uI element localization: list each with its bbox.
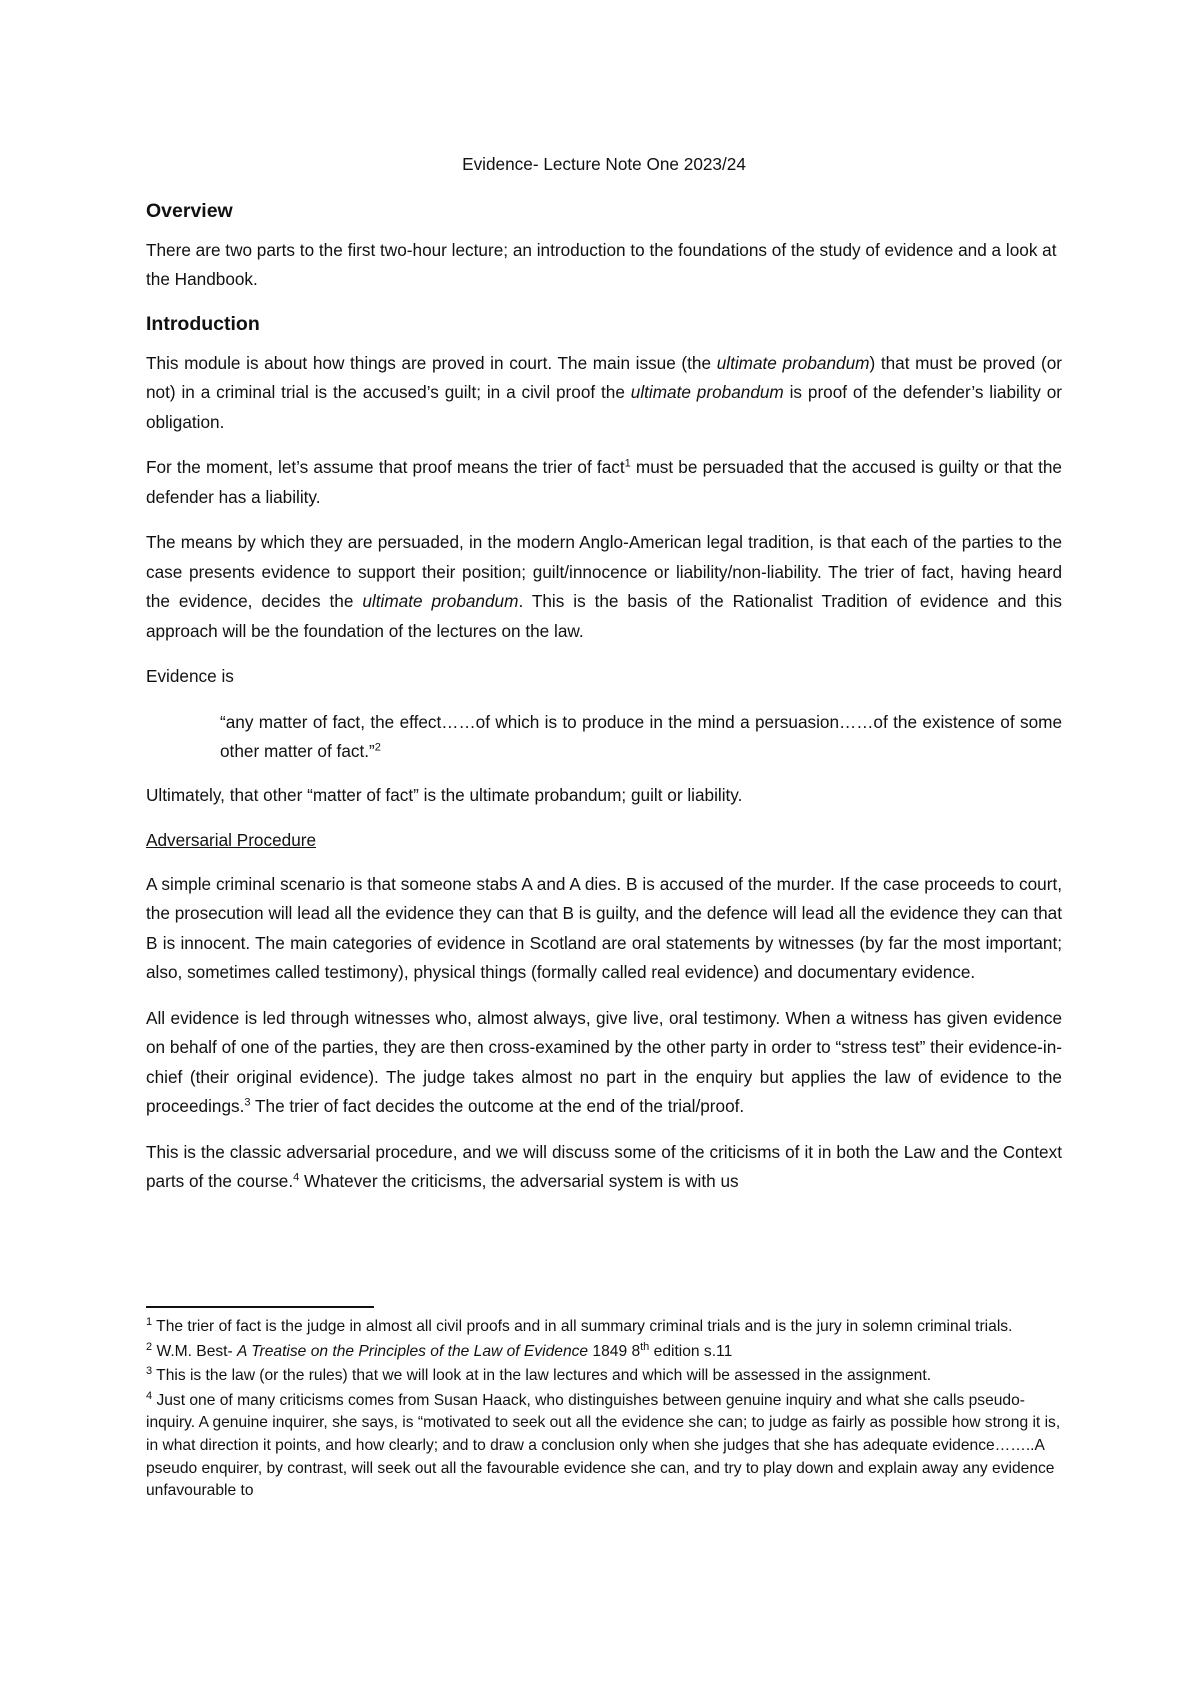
block-quote: “any matter of fact, the effect……of which is to produce in the mind a persuasion……of the existence of some other matter of fact.”$^2$	[220, 711, 1062, 761]
intro-paragraph-2: For the moment, let’s assume that proof means the trier of fact$^1$ must be persuaded that the accused is guilty or that the defender has a liability.	[146, 457, 1062, 507]
intro-paragraph-3: The means by which they are persuaded, in the modern Anglo-American legal tradition, is that each of the parties to the case presents evidence to support their position; guilt/innocence or liability/non-liability. The trier of fact, having heard the evidence, decides the ultimate probandum. This is the basis of the Rationalist Tradition of evidence and this approach will be the foundation of the lectures on the law.	[146, 532, 1062, 641]
adversarial-paragraph-2: All evidence is led through witnesses who, almost always, give live, oral testimony. When a witness has given evidence on behalf of one of the parties, they are then cross-examined by the other party in order to “stress test” their evidence-in-chief (their original evidence). The judge takes almost no part in the enquiry but applies the law of evidence to the proceedings.$^3$ The trier of fact decides the outcome at the end of the trial/proof.	[146, 1007, 1062, 1116]
intro-paragraph-1: This module is about how things are proved in court. The main issue (the ultimate probandum) that must be proved (or not) in a criminal trial is the accused’s guilt; in a civil proof the ultimate probandum is proof of the defender’s liability or obligation.	[146, 352, 1062, 432]
footnote-ref-3[interactable]: 3	[244, 1096, 251, 1109]
introduction-heading: Introduction	[146, 312, 260, 335]
footnotes-section	[146, 1306, 1062, 1505]
footnote-2: $^2$ W.M. Best- A Treatise on the Principles of the Law of Evidence 1849 8th edition s.11	[146, 1340, 733, 1360]
intro-paragraph-5: Ultimately, that other “matter of fact” is the ultimate probandum; guilt or liability.	[146, 784, 743, 805]
footnote-ref-1[interactable]: 1	[624, 457, 631, 470]
adversarial-subheading: Adversarial Procedure	[146, 830, 317, 850]
footnote-ref-4[interactable]: 4	[293, 1171, 300, 1184]
footnote-number: 3	[146, 1365, 153, 1377]
adversarial-paragraph-3: This is the classic adversarial procedure, and we will discuss some of the criticisms of it in both the Law and the Context parts of the course.$^4$ Whatever the criticisms, the adversarial system is with us	[146, 1141, 1062, 1191]
ultimate-probandum-term: ultimate probandum	[716, 352, 870, 373]
book-title: A Treatise on the Principles of the Law of Evidence	[237, 1342, 589, 1360]
document-title: Evidence- Lecture Note One 2023/24	[462, 154, 746, 174]
intro-paragraph-4: Evidence is	[146, 666, 234, 686]
footnote-1: $^1$ The trier of fact is the judge in almost all civil proofs and in all summary criminal trials and is the jury in solemn criminal trials.	[146, 1315, 1013, 1335]
footnote-4: $^4$ Just one of many criticisms comes from Susan Haack, who distinguishes between genuine inquiry and what she calls pseudo-inquiry. A genuine inquirer, she says, is “motivated to seek out all the evidence she can; to judge as fairly as possible how strong it is, in what direction it points, and how clearly; and to draw a conclusion only when she judges that she has adequate evidence……..A pseudo enquirer, by contrast, will seek out all the favourable evidence she can, and try to play down and explain away any evidence unfavourable to	[146, 1389, 1061, 1500]
ultimate-probandum-term: ultimate probandum	[630, 382, 784, 402]
footnote-separator	[146, 1306, 374, 1308]
document-body	[146, 150, 1062, 1213]
overview-heading: Overview	[146, 199, 233, 222]
footnote-3: $^3$ This is the law (or the rules) that we will look at in the law lectures and which will be assessed in the assignment.	[146, 1365, 932, 1385]
overview-paragraph: There are two parts to the first two-hour lecture; an introduction to the foundations of the study of evidence and a look at the Handbook.	[146, 239, 1057, 289]
footnote-ref-2[interactable]: 2	[374, 741, 381, 754]
footnote-number: 1	[146, 1315, 153, 1328]
adversarial-paragraph-1: A simple criminal scenario is that someone stabs A and A dies. B is accused of the murder. If the case proceeds to court, the prosecution will lead all the evidence they can that B is guilty, and the defence will lead all the evidence they can that B is innocent. The main categories of evidence in Scotland are oral statements by witnesses (by far the most important; also, sometimes called testimony), physical things (formally called real evidence) and documentary evidence.	[146, 873, 1062, 982]
ultimate-probandum-term: ultimate probandum	[362, 591, 519, 611]
footnote-number: 2	[146, 1340, 153, 1353]
footnote-number: 4	[146, 1389, 153, 1402]
